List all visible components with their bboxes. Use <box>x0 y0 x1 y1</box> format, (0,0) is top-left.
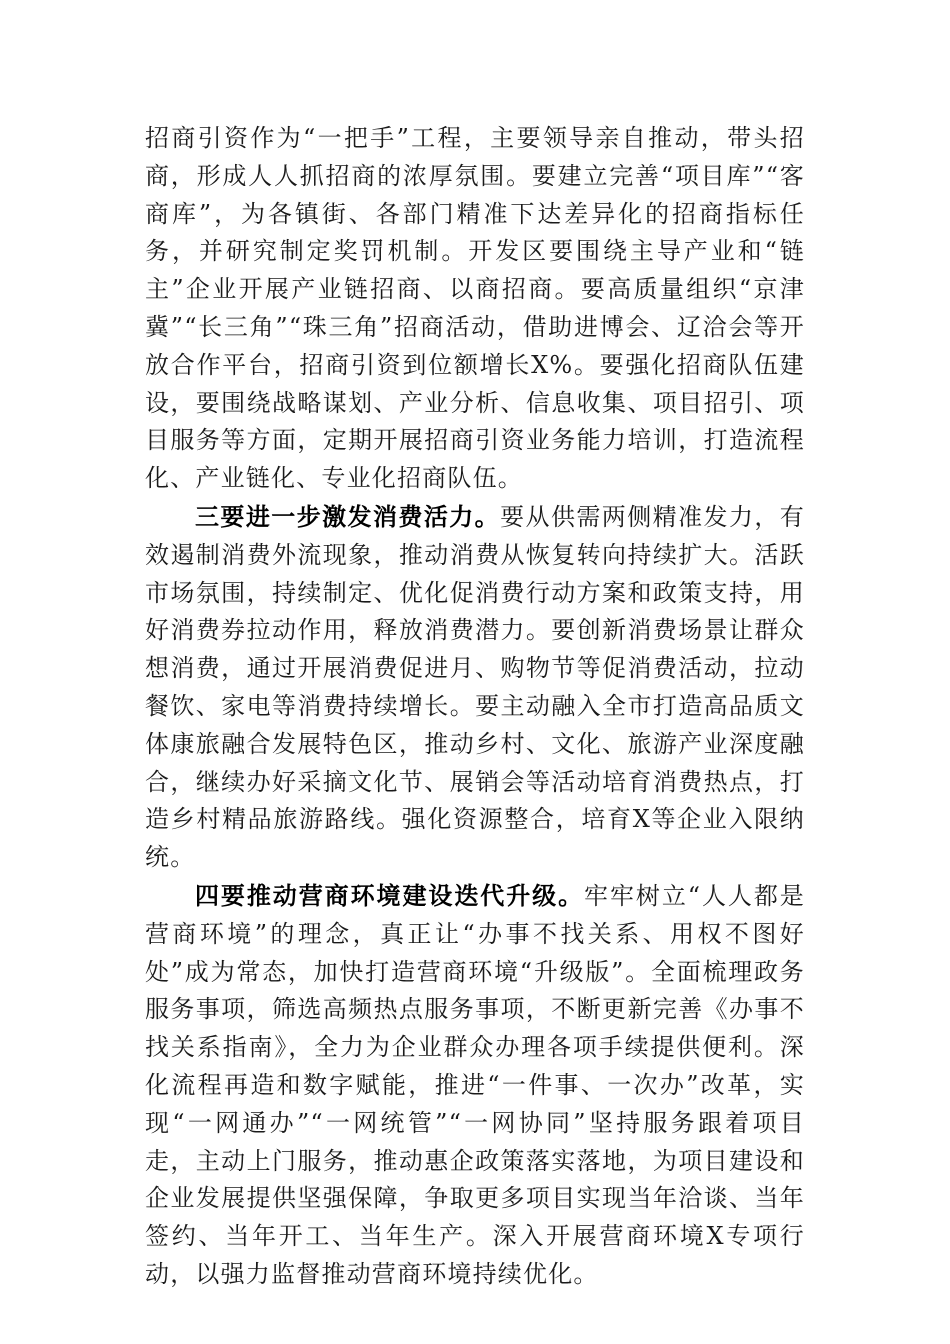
paragraph-body: 招商引资作为“一把手”工程，主要领导亲自推动，带头招商，形成人人抓招商的浓厚氛围。要建立完善“项目库”“客商库”，为各镇街、各部门精准下达差异化的招商指标任务，并研究制定奖罚机制。开发区要围绕主导产业和“链主”企业开展产业链招商、以商招商。要高质量组织“京津冀”“长三角”“珠三角”招商活动，借助进博会、辽洽会等开放合作平台，招商引资到位额增长X%。要强化招商队伍建设，要围绕战略谋划、产业分析、信息收集、项目招引、项目服务等方面，定期开展招商引资业务能力培训，打造流程化、产业链化、专业化招商队伍。 <box>145 124 805 493</box>
section-heading-business-environment: 四要推动营商环境建设迭代升级。 <box>195 880 585 910</box>
section-heading-consumption: 三要进一步激发消费活力。 <box>195 501 501 531</box>
paragraph-body: 牢牢树立“人人都是营商环境”的理念，真正让“办事不找关系、用权不图好处”成为常态，加快打造营商环境“升级版”。全面梳理政务服务事项，筛选高频热点服务事项，不断更新完善《办事不找关系指南》，全力为企业群众办理各项手续提供便利。深化流程再造和数字赋能，推进“一件事、一次办”改革，实现“一网通办”“一网统管”“一网协同”坚持服务跟着项目走，主动上门服务，推动惠企政策落实落地，为项目建设和企业发展提供坚强保障，争取更多项目实现当年洽谈、当年签约、当年开工、当年生产。深入开展营商环境X专项行动，以强力监督推动营商环境持续优化。 <box>145 881 806 1288</box>
paragraph-consumption <box>145 498 805 877</box>
paragraph-body: 要从供需两侧精准发力，有效遏制消费外流现象，推动消费从恢复转向持续扩大。活跃市场氛围，持续制定、优化促消费行动方案和政策支持，用好消费券拉动作用，释放消费潜力。要创新消费场景让群众想消费，通过开展消费促进月、购物节等促消费活动，拉动餐饮、家电等消费持续增长。要主动融入全市打造高品质文体康旅融合发展特色区，推动乡村、文化、旅游产业深度融合，继续办好采摘文化节、展销会等活动培育消费热点，打造乡村精品旅游路线。强化资源整合，培育X等企业入限纳统。 <box>145 502 805 872</box>
paragraph-investment <box>145 120 805 498</box>
document-page <box>145 120 805 1294</box>
paragraph-business-environment <box>145 877 805 1294</box>
